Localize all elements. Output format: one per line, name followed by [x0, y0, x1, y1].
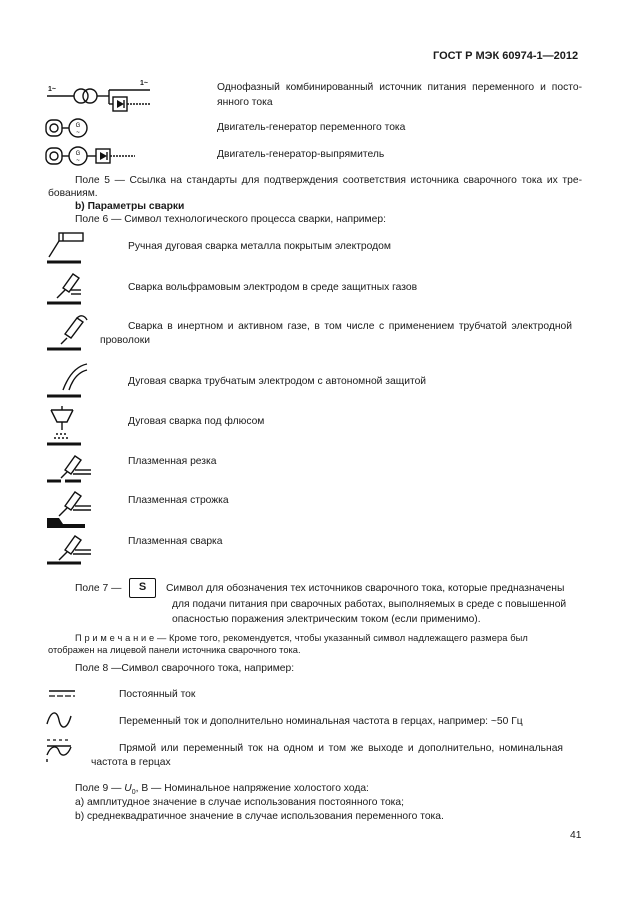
plasma-cutting-icon	[45, 450, 95, 484]
field9-item-b: b) среднеквадратичное значение в случае использования переменного тока.	[75, 811, 444, 822]
note-label: П р и м е ч а н и е	[75, 633, 155, 643]
field9-prefix: Поле 9 —	[75, 783, 122, 794]
power-source-text: Двигатель-генератор-выпрямитель	[217, 149, 385, 160]
process-text: проволоки	[100, 335, 150, 346]
safety-s-symbol: S	[129, 578, 156, 598]
svg-text:G: G	[75, 123, 81, 129]
field9-item-a: а) амплитудное значение в случае использования постоянного тока;	[75, 797, 404, 808]
section-title: b) Параметры сварки	[75, 201, 185, 212]
field5-text: бованиям.	[48, 188, 98, 199]
process-text: Плазменная резка	[128, 456, 217, 467]
current-text: Постоянный ток	[119, 689, 196, 700]
field9-subscript: 0	[131, 789, 136, 797]
alternating-current-icon	[45, 710, 73, 730]
ac-motor-generator-icon	[45, 118, 105, 138]
power-source-text: янного тока	[217, 97, 273, 108]
power-source-text: Однофазный комбинированный источник питания переменного и посто-	[217, 82, 582, 93]
dc-ac-same-output-icon	[45, 737, 75, 763]
manual-metal-arc-icon	[45, 231, 85, 265]
submerged-arc-icon	[45, 404, 85, 448]
process-text: Дуговая сварка под флюсом	[128, 416, 265, 427]
process-text: Плазменная строжка	[128, 495, 229, 506]
current-text: Переменный ток и дополнительно номинальная частота в герцах, например: ~50 Гц	[119, 716, 523, 727]
tig-welding-icon	[45, 270, 85, 306]
motor-generator-rectifier-icon	[45, 146, 140, 166]
field7-text: Символ для обозначения тех источников сварочного тока, которые предназначены	[166, 583, 565, 594]
phase-mark-left: 1~	[48, 86, 56, 93]
field5-text: Поле 5 — Ссылка на стандарты для подтверждения соответствия источника сварочного тока их тре-	[75, 175, 582, 186]
plasma-gouging-icon	[45, 486, 95, 530]
current-text: частота в герцах	[91, 757, 171, 768]
note-text: отображен на лицевой панели источника сварочного тока.	[48, 645, 301, 655]
svg-text:G: G	[75, 151, 81, 157]
field7-label: Поле 7 —	[75, 583, 122, 594]
mig-mag-welding-icon	[45, 312, 90, 352]
field9-variable: U	[124, 783, 132, 794]
svg-text:~: ~	[76, 158, 80, 164]
document-header: ГОСТ Р МЭК 60974-1—2012	[433, 50, 579, 62]
direct-current-icon	[48, 689, 76, 699]
field6-intro: Поле 6 — Символ технологического процесса сварки, например:	[75, 214, 386, 225]
field7-text: опасностью поражения электрическим током (если применимо).	[172, 614, 481, 625]
field8-intro: Поле 8 —Символ сварочного тока, например:	[75, 663, 295, 674]
self-shielded-flux-cored-icon	[45, 360, 90, 400]
process-text: Сварка в инертном и активном газе, в том числе с применением трубчатой электродной	[128, 321, 572, 332]
process-text: Плазменная сварка	[128, 536, 223, 547]
current-text: Прямой или переменный ток на одном и том же выходе и дополнительно, номинальная	[119, 743, 563, 754]
phase-mark-right: 1~	[140, 80, 148, 87]
note-body: — Кроме того, рекомендуется, чтобы указанный символ надлежащего размера был	[154, 633, 528, 643]
svg-text:~: ~	[76, 130, 80, 136]
process-text: Дуговая сварка трубчатым электродом с автономной защитой	[128, 376, 427, 387]
plasma-welding-icon	[45, 530, 95, 566]
process-text: Ручная дуговая сварка металла покрытым электродом	[128, 241, 391, 252]
process-text: Сварка вольфрамовым электродом в среде защитных газов	[128, 282, 418, 293]
page-number: 41	[570, 830, 582, 841]
field9-suffix: , В — Номинальное напряжение холостого хода:	[135, 783, 369, 794]
field7-text: для подачи питания при сварочных работах, выполняемых в среде с повышенной	[172, 599, 567, 610]
power-source-text: Двигатель-генератор переменного тока	[217, 122, 406, 133]
